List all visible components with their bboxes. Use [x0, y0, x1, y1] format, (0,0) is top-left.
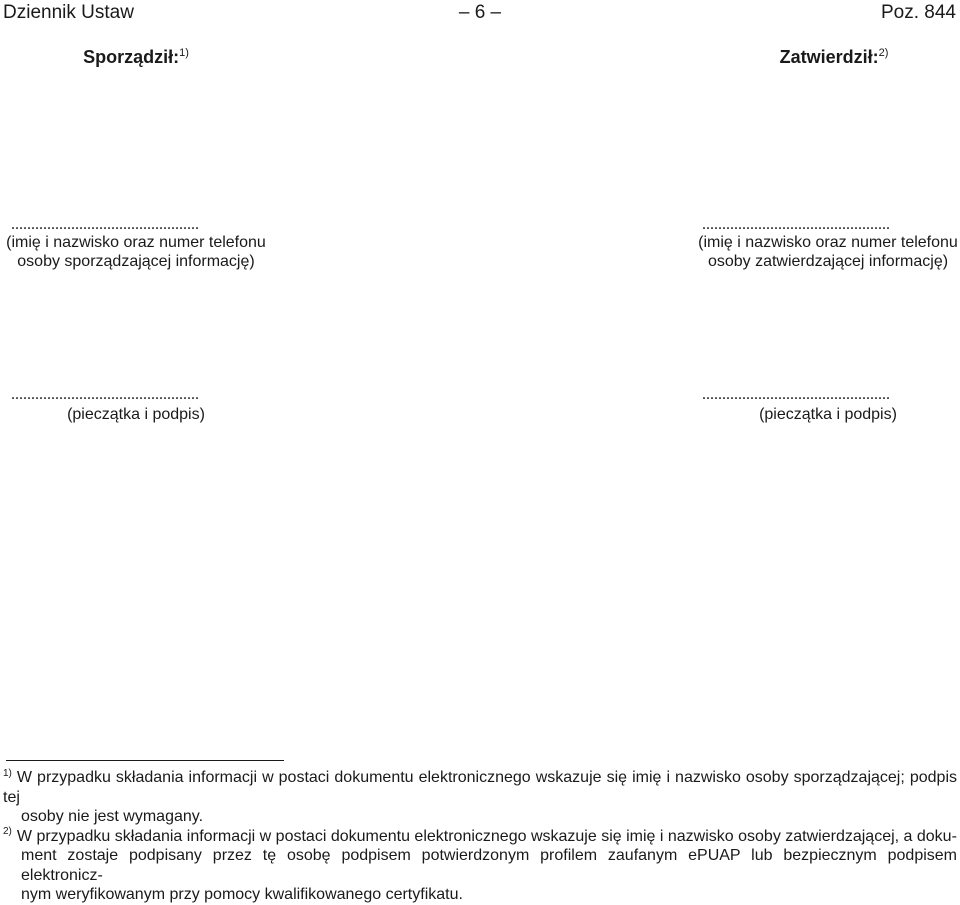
- footnote-ref-2: 2): [878, 47, 889, 59]
- right-name-caption-line2: osoby zatwierdzającej informację): [707, 253, 949, 270]
- footnote-2-continued-2: nym weryfikowanym przy pomocy kwalifikowanego certyfikatu.: [21, 886, 463, 903]
- left-stamp-dotted-line: ...............................................: [11, 386, 199, 403]
- right-name-dotted-line: ...............................................: [702, 216, 890, 233]
- footnote-2-text: W przypadku składania informacji w postaci dokumentu elektronicznego wskazuje się imię i nazwisko osoby zatwierdzającej, a doku-: [16, 827, 957, 845]
- footnote-2: [3, 827, 957, 847]
- right-stamp-dotted-line: ...............................................: [702, 386, 890, 403]
- left-name-caption-line1: (imię i nazwisko oraz numer telefonu: [6, 234, 266, 251]
- prepared-by-heading: [0, 47, 272, 68]
- footnote-1: [3, 768, 957, 807]
- right-stamp-caption: (pieczątka i podpis): [759, 406, 897, 423]
- journal-title: Dziennik Ustaw: [3, 2, 134, 23]
- footnote-ref-1: 1): [179, 47, 189, 59]
- left-name-caption: [0, 233, 272, 271]
- right-name-caption-line1: (imię i nazwisko oraz numer telefonu: [698, 234, 958, 251]
- right-name-caption: [696, 233, 960, 271]
- footnote-separator: [6, 760, 284, 761]
- approved-by-label: Zatwierdził:: [779, 47, 879, 67]
- footnotes: [3, 768, 957, 905]
- left-name-caption-line2: osoby sporządzającej informację): [17, 253, 255, 270]
- footnote-1-text: W przypadku składania informacji w postaci dokumentu elektronicznego wskazuje się imię i nazwisko osoby sporządzającej; podpis tej: [3, 769, 957, 806]
- page-number: – 6 –: [458, 2, 502, 23]
- footnote-1-continued: osoby nie jest wymagany.: [21, 808, 204, 825]
- left-stamp-caption: (pieczątka i podpis): [67, 406, 205, 423]
- prepared-by-label: Sporządził:: [83, 47, 180, 67]
- footnote-2-ref: 2): [3, 826, 12, 838]
- footnote-2-continued: ment zostaje podpisany przez tę osobę podpisem potwierdzonym profilem zaufanym ePUAP lub bezpiecznym podpisem elektronicz-: [21, 847, 957, 884]
- position-number: Poz. 844: [881, 2, 956, 23]
- approved-by-heading: [712, 47, 956, 68]
- footnote-1-ref: 1): [3, 767, 12, 779]
- left-name-dotted-line: ...............................................: [11, 216, 199, 233]
